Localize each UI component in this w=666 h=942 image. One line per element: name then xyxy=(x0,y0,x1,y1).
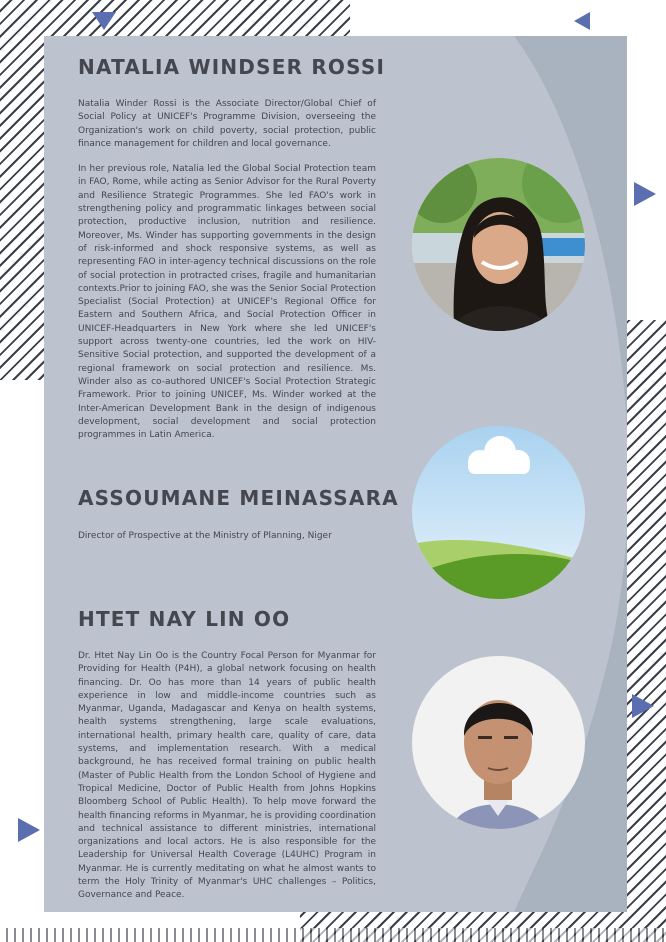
bio-paragraph: Natalia Winder Rossi is the Associate Director/Global Chief of Social Policy at UNICEF's Programme Division, overseeing the Organization's work on child poverty, social protection, public finance management for children and local governance. xyxy=(78,99,376,149)
person-bio xyxy=(78,98,376,454)
triangle-right-icon xyxy=(632,694,654,718)
bio-paragraph: Director of Prospective at the Ministry of Planning, Niger xyxy=(78,531,332,541)
bio-paragraph: Dr. Htet Nay Lin Oo is the Country Focal Person for Myanmar for Providing for Health (P4H), a global network focusing on health financing. Dr. Oo has more than 14 years of public health experience in low and middle-income countries such as Myanmar, Uganda, Madagascar and Kenya on health systems, health systems strengthening, large scale evaluations, international health, primary health care, quality of care, data systems, and implementation research. With a medical background, he has received formal training on public health (Master of Public Health from the London School of Hygiene and Tropical Medicine, Doctor of Public Health from Johns Hopkins Bloomberg School of Public Health). To help move forward the health financing reforms in Myanmar, he is providing coordination and technical assistance to different ministries, international organizations and local actors. He is also responsible for the Leadership for Universal Health Coverage (L4UHC) Program in Myanmar. He is currently meditating on what he almost wants to term the Holy Trinity of Myanmar's UHC challenges – Politics, Governance and Peace. xyxy=(78,651,376,901)
bottom-stripe-border xyxy=(0,928,666,942)
person-name: HTET NAY LIN OO xyxy=(78,607,291,631)
portrait-photo xyxy=(412,656,585,829)
triangle-right-icon xyxy=(18,818,40,842)
triangle-down-icon xyxy=(92,12,116,30)
person-bio xyxy=(78,530,376,555)
bio-paragraph: In her previous role, Natalia led the Global Social Protection team in FAO, Rome, while acting as Senior Advisor for the Rural Poverty and Resilience Strategic Programmes. She led FAO's work in strengthening policy and programmatic linkages between social protection, productive inclusion, nutrition and resilience. Moreover, Ms. Winder has supporting governments in the design of risk-informed and shock responsive systems, as well as representing FAO in inter-agency technical discussions on the role of social protection in protracted crises, fragile and humanitarian contexts.Prior to joining FAO, she was the Senior Social Protection Specialist (Social Protection) at UNICEF's Regional Office for Eastern and Southern Africa, and Social Protection Officer in UNICEF-Headquarters in New York where she led UNICEF's support across twenty-one countries, led the work on HIV-Sensitive Social protection, and supported the development of a regional framework on social protection and resilience. Ms. Winder also as co-authored UNICEF's Social Protection Strategic Framework. Prior to joining UNICEF, Ms. Winder worked at the Inter-American Development Bank in the design of indigenous development, social development and social protection programmes in Latin America. xyxy=(78,164,376,441)
placeholder-photo xyxy=(412,426,585,599)
triangle-right-icon xyxy=(634,182,656,206)
triangle-left-icon xyxy=(574,12,590,30)
person-bio xyxy=(78,650,376,915)
person-name: ASSOUMANE MEINASSARA xyxy=(78,486,399,510)
portrait-photo xyxy=(412,158,585,331)
person-name: NATALIA WINDSER ROSSI xyxy=(78,55,386,79)
